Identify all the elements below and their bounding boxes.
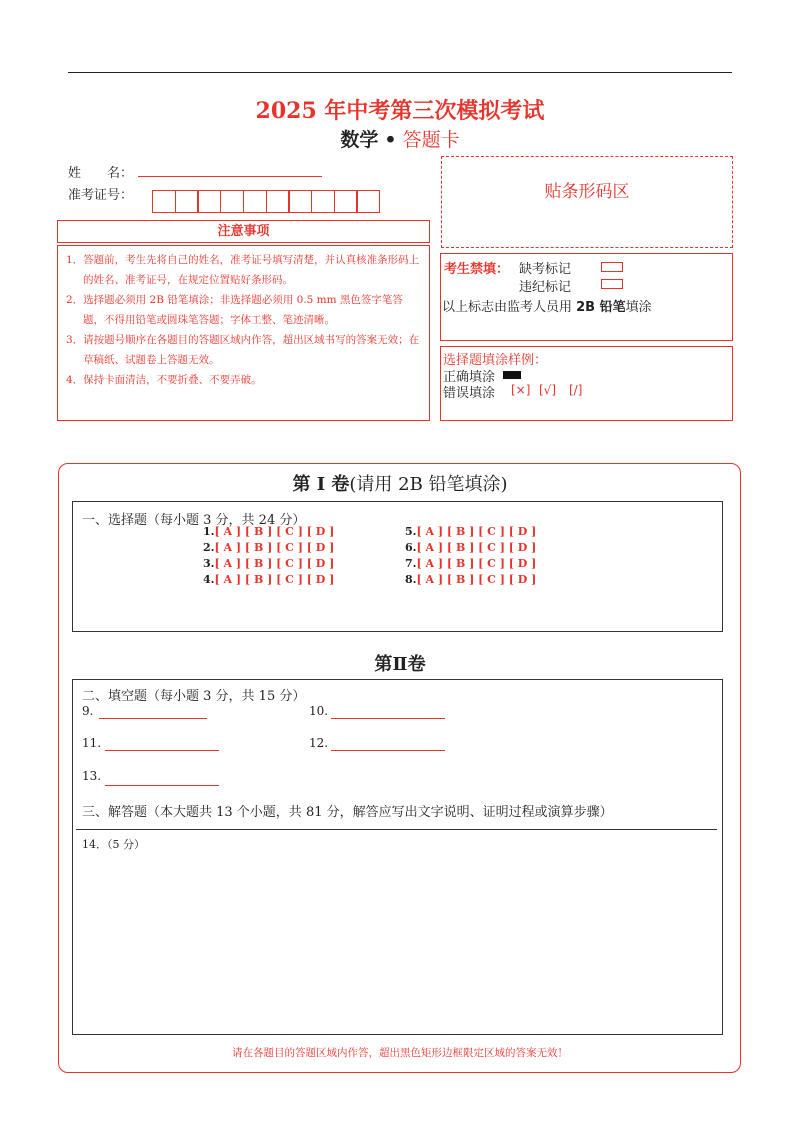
title-dot: • — [384, 129, 397, 151]
mc-number: 4. — [203, 573, 215, 586]
wrong-label: 错误填涂 — [443, 386, 496, 401]
top-rule — [68, 72, 732, 73]
blank-11-number: 11. — [82, 736, 102, 750]
mc-number: 7. — [405, 557, 417, 570]
notice-box — [57, 245, 430, 421]
wrong-mark-check: [√] — [539, 383, 557, 397]
id-label: 准考证号： — [68, 188, 134, 203]
note-bold: 2B 铅笔 — [576, 300, 626, 315]
section-separator — [76, 829, 717, 830]
sample-box — [440, 346, 733, 421]
exam-title: 2025 年中考第三次模拟考试 — [255, 98, 545, 124]
barcode-area — [441, 156, 733, 248]
mc-number: 3. — [203, 557, 215, 570]
part1-title-main: 第 Ⅰ 卷 — [292, 474, 350, 495]
notice-item: 4．保持卡面清洁，不要折叠、不要弄破。 — [66, 374, 262, 386]
mc-question-row[interactable] — [203, 556, 334, 572]
id-number-boxes — [152, 190, 379, 213]
blank-10-number: 10. — [309, 704, 329, 718]
barcode-label: 贴条形码区 — [544, 182, 630, 202]
notice-heading: 注意事项 — [57, 220, 430, 243]
blank-9-line[interactable] — [99, 704, 207, 719]
id-digit-box[interactable] — [266, 190, 290, 213]
mc-options[interactable]: [ A ] [ B ] [ C ] [ D ] — [416, 573, 537, 586]
mc-question-row[interactable] — [203, 572, 334, 588]
blank-9-number: 9. — [82, 704, 94, 718]
forbidden-box — [440, 253, 733, 341]
id-digit-box[interactable] — [334, 190, 358, 213]
id-digit-box[interactable] — [288, 190, 312, 213]
blank-13-line[interactable] — [105, 771, 219, 786]
mc-question-row[interactable] — [405, 540, 536, 556]
correct-fill-mark — [503, 371, 521, 379]
correct-label: 正确填涂 — [443, 370, 496, 385]
id-digit-box[interactable] — [152, 190, 176, 213]
forbidden-note — [442, 296, 652, 315]
absent-label: 缺考标记 — [519, 262, 572, 277]
notice-item: 1．答题前，考生先将自己的姓名，准考证号填写清楚，并认真核准条形码上的姓名、准考证号，在规定位置贴好条形码。 — [66, 254, 420, 286]
name-field[interactable] — [138, 176, 322, 177]
part2-box — [72, 679, 723, 1035]
mc-options[interactable]: [ A ] [ B ] [ C ] [ D ] — [214, 557, 335, 570]
part2-title: 第Ⅱ卷 — [374, 654, 426, 675]
blank-13-number: 13. — [82, 769, 102, 783]
id-digit-box[interactable] — [243, 190, 267, 213]
mc-question-row[interactable] — [405, 572, 536, 588]
blank-12-line[interactable] — [331, 736, 445, 751]
wrong-mark-x: [×] — [511, 383, 531, 397]
mc-column-right — [405, 524, 536, 588]
mc-question-row[interactable] — [405, 524, 536, 540]
mc-number: 2. — [203, 541, 215, 554]
sample-title: 选择题填涂样例： — [443, 353, 548, 368]
multiple-choice-box — [72, 501, 723, 632]
mc-options[interactable]: [ A ] [ B ] [ C ] [ D ] — [214, 573, 335, 586]
forbidden-label: 考生禁填： — [444, 262, 510, 277]
question-14-answer-area[interactable] — [79, 852, 715, 1028]
fill-section-heading: 二、填空题（每小题 3 分，共 15 分） — [82, 689, 306, 704]
notice-item: 3．请按题号顺序在各题目的答题区域内作答，超出区域书写的答案无效；在草稿纸、试题卷上答题无效。 — [66, 334, 420, 366]
footer-warning: 请在各题目的答题区域内作答，超出黑色矩形边框限定区域的答案无效！ — [232, 1047, 568, 1059]
part1-title — [0, 470, 800, 496]
violation-label: 违纪标记 — [519, 280, 572, 295]
mc-options[interactable]: [ A ] [ B ] [ C ] [ D ] — [214, 541, 335, 554]
mc-options[interactable]: [ A ] [ B ] [ C ] [ D ] — [416, 525, 537, 538]
mc-section-heading: 一、选择题（每小题 3 分，共 24 分） — [82, 513, 306, 528]
mc-options[interactable]: [ A ] [ B ] [ C ] [ D ] — [214, 525, 335, 538]
part1-title-sub: (请用 2B 铅笔填涂) — [349, 474, 508, 495]
id-digit-box[interactable] — [311, 190, 335, 213]
solve-section-heading: 三、解答题（本大题共 13 个小题，共 81 分，解答应写出文字说明、证明过程或演算步骤） — [82, 805, 613, 820]
id-digit-box[interactable] — [197, 190, 221, 213]
blank-12-number: 12. — [309, 736, 329, 750]
note-suffix: 填涂 — [625, 300, 652, 315]
name-label: 姓 名： — [68, 166, 134, 181]
id-digit-box[interactable] — [175, 190, 199, 213]
violation-mark-box[interactable] — [601, 279, 623, 289]
exam-subtitle — [0, 125, 800, 152]
answer-card-label: 答题卡 — [402, 129, 460, 151]
id-digit-box[interactable] — [356, 190, 380, 213]
notice-item: 2．选择题必须用 2B 铅笔填涂；非选择题必须用 0.5 mm 黑色签字笔答题，不得用铅笔或圆珠笔答题；字体工整、笔迹清晰。 — [66, 294, 403, 326]
mc-question-row[interactable] — [405, 556, 536, 572]
mc-number: 1. — [203, 525, 215, 538]
mc-options[interactable]: [ A ] [ B ] [ C ] [ D ] — [416, 557, 537, 570]
mc-question-row[interactable] — [203, 524, 334, 540]
wrong-mark-slash: [/] — [569, 383, 583, 397]
id-digit-box[interactable] — [220, 190, 244, 213]
mc-number: 8. — [405, 573, 417, 586]
mc-options[interactable]: [ A ] [ B ] [ C ] [ D ] — [416, 541, 537, 554]
mc-question-row[interactable] — [203, 540, 334, 556]
blank-10-line[interactable] — [331, 704, 445, 719]
mc-column-left — [203, 524, 334, 588]
question-14-label: 14．（5 分） — [82, 838, 145, 851]
subject-label: 数学 — [340, 129, 379, 151]
mc-number: 6. — [405, 541, 417, 554]
blank-11-line[interactable] — [105, 736, 219, 751]
note-prefix: 以上标志由监考人员用 — [442, 300, 577, 315]
mc-number: 5. — [405, 525, 417, 538]
absent-mark-box[interactable] — [601, 262, 623, 272]
